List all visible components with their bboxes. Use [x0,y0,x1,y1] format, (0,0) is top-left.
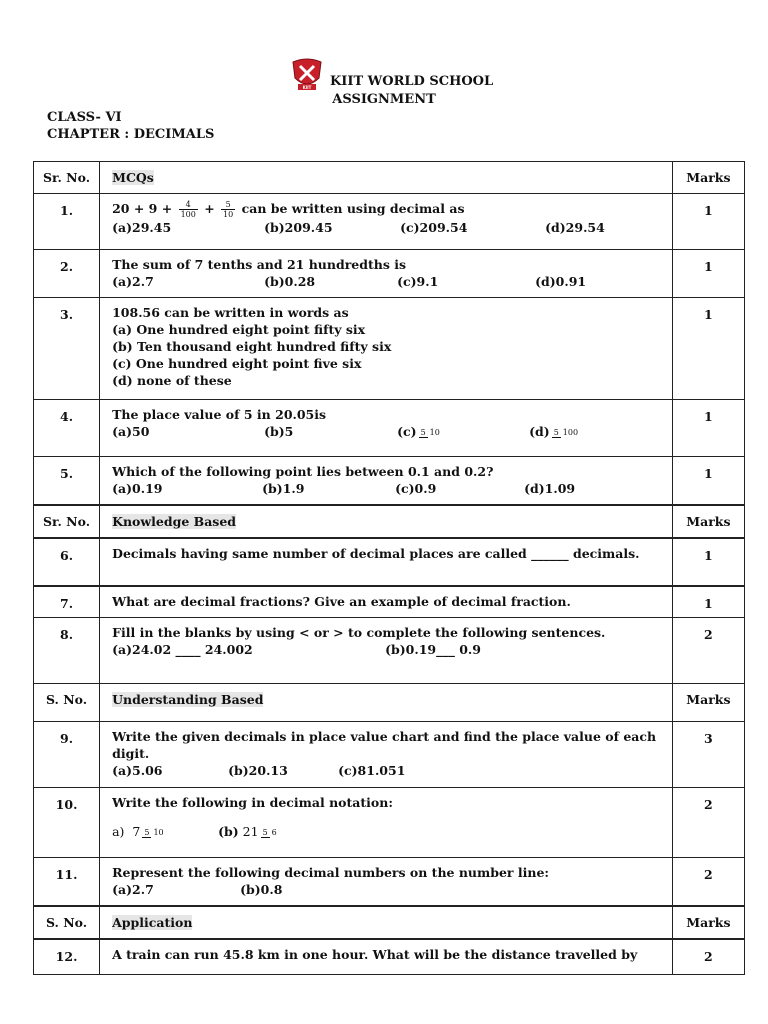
question-number: 8. [34,618,100,684]
question-text: 20 + 9 + $\frac{4}{100}$ + $\frac{5}{10}$ can be written using decimal as (a)29.45 (b)209.45 (c)209.54 (d)29.54 [100,194,673,250]
fraction: $\frac{5}{10}$ [223,200,234,219]
question-row [34,858,745,906]
question-text: The place value of 5 in 20.05is (a)50 (b)5 (c) 5 10 (d) 5 100 [100,400,673,457]
marks-header: Marks [672,684,744,722]
section-header-understanding [34,684,745,722]
options: (a)29.45 (b)209.45 (c)209.54 (d)29.54 [112,220,605,235]
question-row [34,250,745,298]
fraction: 5 6 [262,827,277,837]
question-text: Write the following in decimal notation: a) 7 5 10 (b) 21 5 6 [100,788,673,858]
question-marks: 1 [672,457,744,505]
class-label: CLASS- VI [47,110,122,125]
options: (a)2.7 (b)0.28 (c)9.1 (d)0.91 [112,274,587,289]
sr-header: Sr. No. [34,505,100,538]
question-text: Represent the following decimal numbers on the number line: (a)2.7 (b)0.8 [100,858,673,906]
question-row [34,298,745,400]
svg-text:KIIT: KIIT [302,85,312,90]
question-marks: 1 [672,400,744,457]
question-text: Fill in the blanks by using < or > to complete the following sentences. (a)24.02 ____ 24.002 (b)0.19___ 0.9 [100,618,673,684]
question-row [34,722,745,788]
options: (a)2.7 (b)0.8 [112,882,283,897]
options: (a)5.06 (b)20.13 (c)81.051 [112,763,406,778]
fraction: $\frac{4}{100}$ [180,200,196,219]
question-number: 10. [34,788,100,858]
question-number: 1. [34,194,100,250]
section-title: MCQs [100,162,673,194]
marks-header: Marks [672,505,744,538]
question-number: 4. [34,400,100,457]
chapter-label: CHAPTER : DECIMALS [47,127,215,142]
fraction: 5 100 [553,427,579,437]
question-marks: 1 [672,538,744,586]
question-marks: 1 [672,250,744,298]
question-row [34,618,745,684]
question-text: Decimals having same number of decimal places are called ______ decimals. [100,538,673,586]
section-header-application [34,906,745,939]
question-number: 7. [34,586,100,618]
sr-header: S. No. [34,906,100,939]
options: (a)50 (b)5 (c) 5 10 (d) 5 100 [112,424,579,439]
question-number: 9. [34,722,100,788]
question-marks: 2 [672,788,744,858]
question-text: Write the given decimals in place value chart and find the place value of each digit. (a)5.06 (b)20.13 (c)81.051 [100,722,673,788]
question-row [34,939,745,975]
sr-header: S. No. [34,684,100,722]
kiit-shield-logo-icon [288,58,326,94]
question-text: A train can run 45.8 km in one hour. What will be the distance travelled by [100,939,673,975]
fraction: 5 10 [144,827,164,837]
question-number: 12. [34,939,100,975]
options: (a)24.02 ____ 24.002 (b)0.19___ 0.9 [112,642,481,657]
question-marks: 3 [672,722,744,788]
section-title: Understanding Based [100,684,673,722]
question-row [34,457,745,505]
question-marks: 1 [672,586,744,618]
options: (a)0.19 (b)1.9 (c)0.9 (d)1.09 [112,481,576,496]
question-text: 108.56 can be written in words as (a) One hundred eight point fifty six (b) Ten thousand eight hundred fifty six (c) One hundred eight point five six (d) none of these [100,298,673,400]
question-row [34,586,745,618]
question-marks: 1 [672,194,744,250]
question-marks: 2 [672,618,744,684]
section-header-mcq [34,162,745,194]
question-number: 5. [34,457,100,505]
assignment-table [33,161,745,975]
sr-header: Sr. No. [34,162,100,194]
section-title: Knowledge Based [100,505,673,538]
question-row [34,788,745,858]
question-marks: 2 [672,939,744,975]
question-number: 2. [34,250,100,298]
school-name: KIIT WORLD SCHOOL [330,74,494,89]
question-marks: 2 [672,858,744,906]
marks-header: Marks [672,162,744,194]
question-text: What are decimal fractions? Give an example of decimal fraction. [100,586,673,618]
question-number: 3. [34,298,100,400]
question-number: 6. [34,538,100,586]
section-title: Application [100,906,673,939]
page-title: ASSIGNMENT [332,92,436,107]
question-text: Which of the following point lies between 0.1 and 0.2? (a)0.19 (b)1.9 (c)0.9 (d)1.09 [100,457,673,505]
question-marks: 1 [672,298,744,400]
section-header-knowledge [34,505,745,538]
marks-header: Marks [672,906,744,939]
fraction: 5 10 [420,427,440,437]
question-number: 11. [34,858,100,906]
question-row [34,194,745,250]
question-row [34,400,745,457]
options: a) 7 5 10 (b) 21 5 6 [112,824,277,839]
question-text: The sum of 7 tenths and 21 hundredths is (a)2.7 (b)0.28 (c)9.1 (d)0.91 [100,250,673,298]
question-row [34,538,745,586]
